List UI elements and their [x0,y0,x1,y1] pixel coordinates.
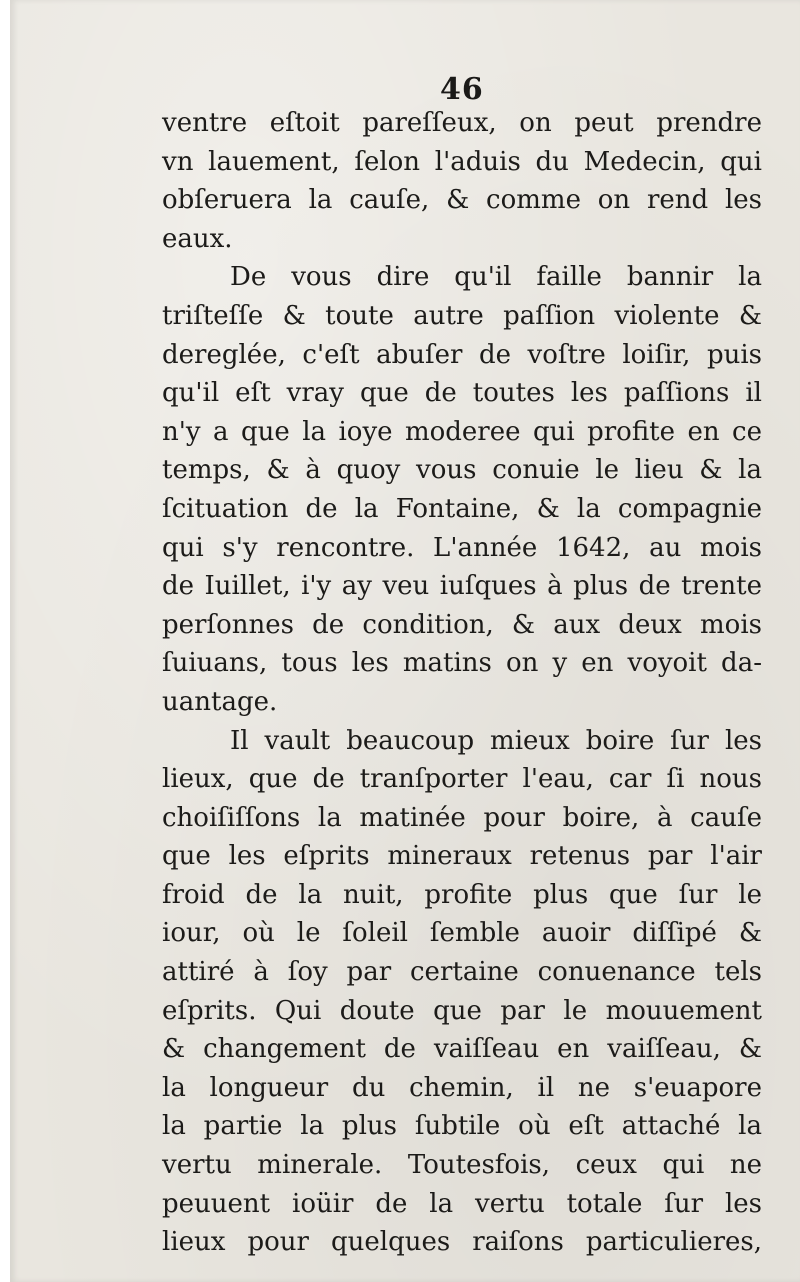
page-number: 46 [440,72,484,107]
text-line: choiſiſſons la matinée pour boire, à cauſe [162,802,762,833]
text-line: iour, où le ſoleil ſemble auoir diſſipé & [162,918,762,949]
text-line: que les eſprits mineraux retenus par l'air [162,841,762,872]
text-line: n'y a que la ioye moderee qui profite en ce [162,416,762,447]
text-line: perſonnes de condition, & aux deux mois [162,609,762,640]
text-line: eaux. [162,223,233,254]
text-line: peuuent ioüir de la vertu totale ſur les [162,1188,762,1219]
text-line: ſuiuans, tous les matins on y en voyoit da- [162,648,762,679]
text-line: lieux, que de tranſporter l'eau, car ſi nous [162,764,762,795]
text-line: obſeruera la cauſe, & comme on rend les [162,185,762,216]
text-line: qui s'y rencontre. L'année 1642, au mois [162,532,762,563]
text-line: uantage. [162,686,278,717]
text-line: froid de la nuit, profite plus que ſur le [162,879,762,910]
text-line: De vous dire qu'il faille bannir la [230,262,762,293]
text-line: Il vault beaucoup mieux boire ſur les [230,725,762,756]
text-line: vn lauement, ſelon l'aduis du Medecin, qui [162,146,762,177]
text-line: eſprits. Qui doute que par le mouuement [162,995,762,1026]
text-line: triſteſſe & toute autre paſſion violente & [162,300,762,331]
text-line: qu'il eſt vray que de toutes les paſſions il [162,378,762,409]
text-line: lieux pour quelques raiſons particulieres, [162,1227,762,1258]
text-line: ventre eſtoit pareſſeux, on peut prendre [162,108,762,138]
text-line: attiré à ſoy par certaine conuenance tels [162,957,762,988]
text-line: la partie la plus ſubtile où eſt attaché la [162,1111,762,1142]
text-line: dereglée, c'eſt abuſer de voſtre loiſir, puis [162,339,762,370]
body-text [162,104,762,1262]
text-line: temps, & à quoy vous conuie le lieu & la [162,455,762,486]
text-line: de Iuillet, i'y ay veu iuſques à plus de trente [162,571,762,602]
text-line: vertu minerale. Toutesfois, ceux qui ne [162,1150,762,1181]
text-line: ſcituation de la Fontaine, & la compagnie [162,493,762,524]
text-line: la longueur du chemin, il ne s'euapore [162,1072,762,1103]
text-line: & changement de vaiſſeau en vaiſſeau, & [162,1034,762,1065]
